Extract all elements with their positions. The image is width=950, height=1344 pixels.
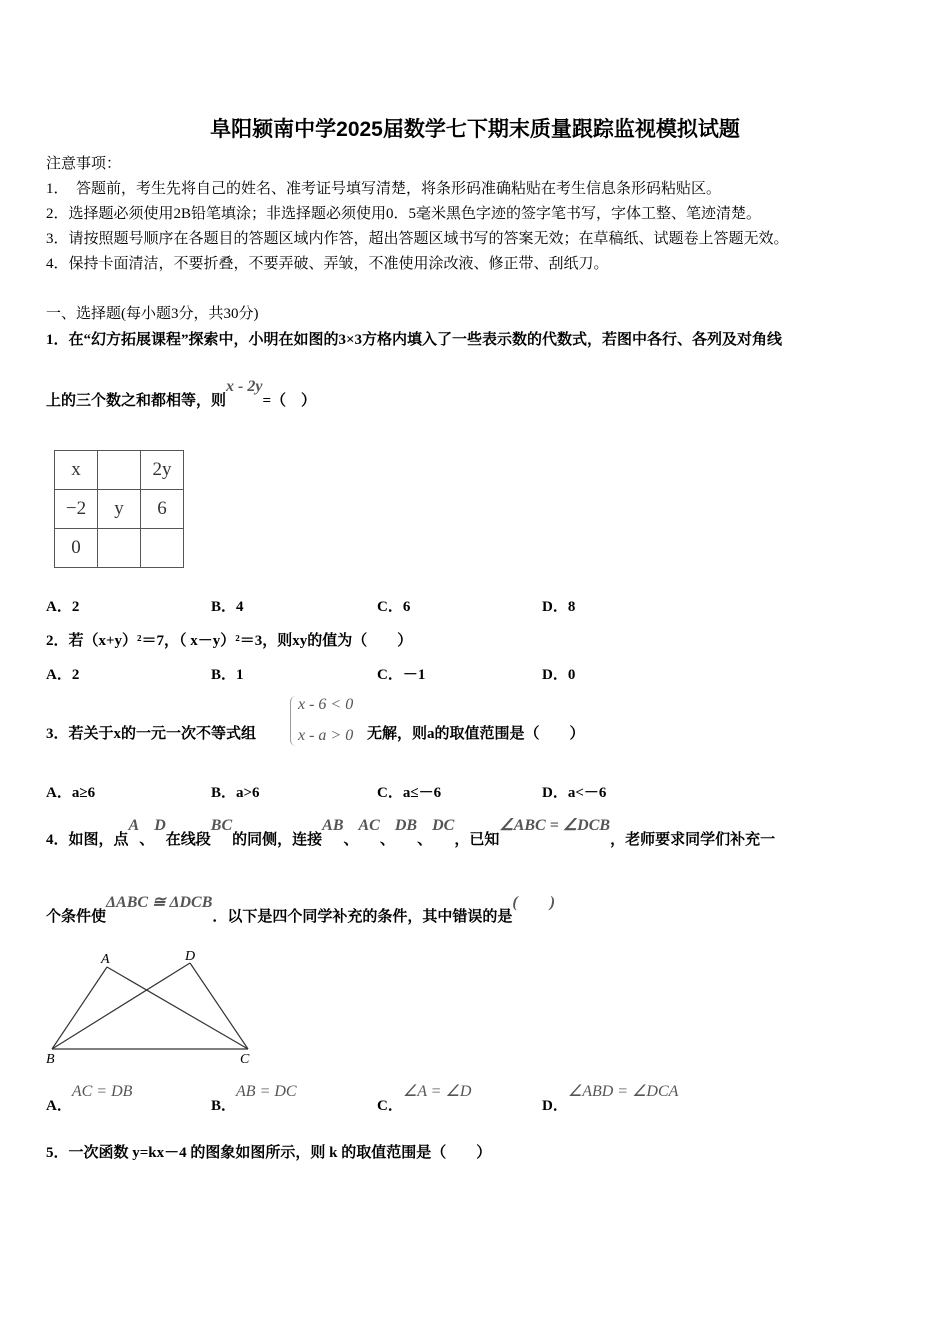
math: AB bbox=[322, 817, 344, 834]
math: ∠ABC = ∠DCB bbox=[499, 817, 611, 834]
q1-text-b: =（ ） bbox=[262, 393, 317, 409]
q2-option-a: A．2 bbox=[46, 667, 80, 683]
q3-option-d: D．a<－6 bbox=[542, 785, 607, 801]
grid-cell bbox=[141, 529, 184, 568]
notice-item: 3．请按照题号顺序在各题目的答题区域内作答，超出答题区域书写的答案无效；在草稿纸、试题卷上答题无效。 bbox=[46, 231, 789, 247]
label-d: D bbox=[185, 949, 196, 964]
section-heading: 一、选择题(每小题3分，共30分) bbox=[46, 306, 259, 322]
q3-text-b: 无解，则a的取值范围是（ ） bbox=[367, 726, 585, 742]
q3-option-c: C．a≤－6 bbox=[377, 785, 442, 801]
grid-cell: x bbox=[55, 451, 98, 490]
grid-cell: y bbox=[98, 490, 141, 529]
text: ．以下是四个同学补充的条件，其中错误的是 bbox=[212, 909, 513, 925]
q1-option-b: B．4 bbox=[211, 599, 244, 615]
text: 、 bbox=[417, 832, 433, 848]
q2-option-b: B．1 bbox=[211, 667, 244, 683]
math: ∠ABD = ∠DCA bbox=[567, 1083, 679, 1100]
math: D bbox=[154, 817, 166, 834]
math: DC bbox=[432, 817, 455, 834]
q4-option-a bbox=[46, 1083, 133, 1115]
math: AC = DB bbox=[71, 1083, 133, 1100]
q1-option-c: C．6 bbox=[377, 599, 411, 615]
math: AB = DC bbox=[236, 1083, 297, 1100]
q2-option-d: D．0 bbox=[542, 667, 576, 683]
notice-item: 4．保持卡面清洁，不要折叠，不要弄破、弄皱，不准使用涂改液、修正带、刮纸刀。 bbox=[46, 256, 609, 272]
q1-option-d: D．8 bbox=[542, 599, 576, 615]
q3-inequality-2: x - a > 0 bbox=[298, 727, 354, 744]
text: 的同侧，连接 bbox=[232, 832, 323, 848]
q1-expression: x - 2y bbox=[226, 378, 263, 395]
q1-text: 1．在“幻方拓展课程”探索中，小明在如图的3×3方格内填入了一些表示数的代数式，若图中各行、各列及对角线 bbox=[46, 332, 783, 348]
math: AC bbox=[358, 817, 380, 834]
q4-text-1 bbox=[46, 817, 776, 849]
label: B． bbox=[211, 1098, 237, 1114]
q3-text-a: 3．若关于x的一元一次不等式组 bbox=[46, 726, 257, 742]
text: ，老师要求同学们补充一 bbox=[610, 832, 776, 848]
notice-item: 2．选择题必须使用2B铅笔填涂；非选择题必须使用0．5毫米黑色字迹的签字笔书写，字体工整、笔迹清楚。 bbox=[46, 206, 762, 222]
math: ( ) bbox=[512, 894, 556, 911]
q1-option-a: A．2 bbox=[46, 599, 80, 615]
math: A bbox=[128, 817, 140, 834]
label-a: A bbox=[101, 952, 110, 967]
grid-cell bbox=[98, 451, 141, 490]
page-title: 阜阳颍南中学2025届数学七下期末质量跟踪监视模拟试题 bbox=[210, 118, 740, 141]
q4-option-c bbox=[377, 1083, 472, 1115]
notice-item: 1． 答题前，考生先将自己的姓名、准考证号填写清楚，将条形码准确粘贴在考生信息条形码粘贴区。 bbox=[46, 181, 722, 197]
grid-cell: 6 bbox=[141, 490, 184, 529]
grid-cell: 0 bbox=[55, 529, 98, 568]
text: 个条件使 bbox=[46, 909, 107, 925]
q1-text-a: 上的三个数之和都相等，则 bbox=[46, 393, 227, 409]
text: 、 bbox=[379, 832, 395, 848]
grid-cell: 2y bbox=[141, 451, 184, 490]
label: A． bbox=[46, 1098, 72, 1114]
notice-heading: 注意事项： bbox=[46, 156, 122, 172]
label: D． bbox=[542, 1098, 568, 1114]
q5-text: 5．一次函数 y=kx－4 的图象如图所示，则 k 的取值范围是（ ） bbox=[46, 1145, 492, 1161]
text: 、 bbox=[139, 832, 155, 848]
q2-option-c: C．－1 bbox=[377, 667, 426, 683]
text: ，已知 bbox=[454, 832, 500, 848]
q3-inequality-1: x - 6 < 0 bbox=[298, 696, 354, 713]
q3-option-b: B．a>6 bbox=[211, 785, 260, 801]
label: C． bbox=[377, 1098, 403, 1114]
math: BC bbox=[210, 817, 233, 834]
q4-option-b bbox=[211, 1083, 297, 1115]
label-b: B bbox=[46, 1052, 55, 1067]
text: 在线段 bbox=[165, 832, 211, 848]
q4-text-2 bbox=[46, 894, 556, 926]
q1-text-2 bbox=[46, 378, 317, 410]
math: ∠A = ∠D bbox=[402, 1083, 472, 1100]
math: DB bbox=[394, 817, 418, 834]
grid-cell: −2 bbox=[55, 490, 98, 529]
math: ΔABC ≅ ΔDCB bbox=[106, 894, 213, 911]
q2-text: 2．若（x+y）²＝7，（ x－y）²＝3，则xy的值为（ ） bbox=[46, 633, 413, 649]
grid-cell bbox=[98, 529, 141, 568]
magic-square-grid bbox=[54, 450, 184, 568]
q3-option-a: A．a≥6 bbox=[46, 785, 96, 801]
triangle-figure bbox=[40, 945, 270, 1070]
text: 4．如图，点 bbox=[46, 832, 129, 848]
q4-option-d bbox=[542, 1083, 679, 1115]
label-c: C bbox=[240, 1052, 250, 1067]
text: 、 bbox=[343, 832, 359, 848]
